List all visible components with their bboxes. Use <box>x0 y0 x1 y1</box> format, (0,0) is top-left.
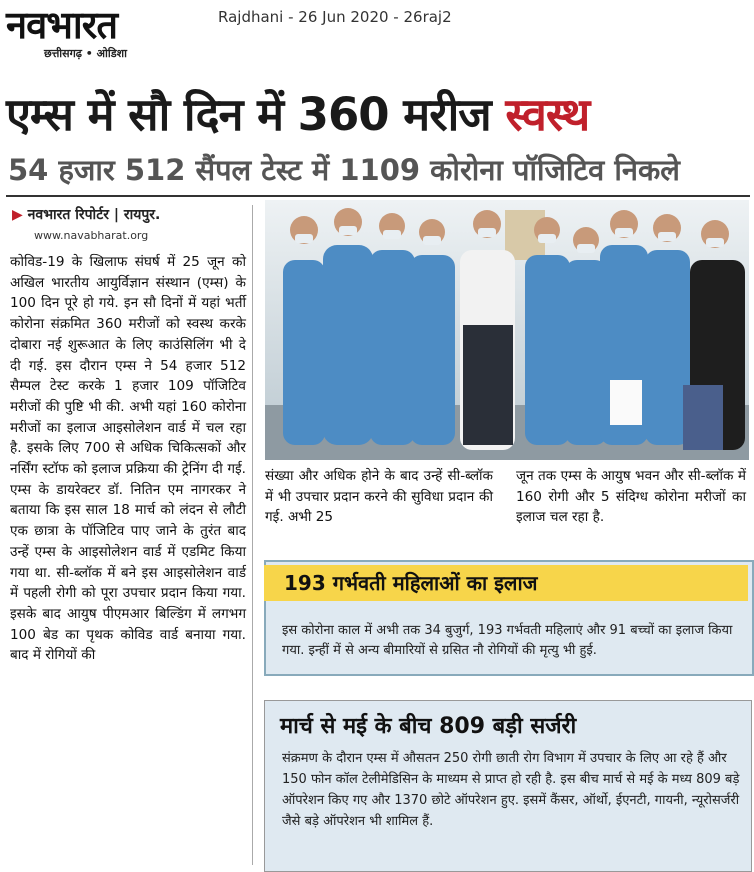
byline-reporter: नवभारत रिपोर्टर <box>27 207 109 223</box>
byline-city: रायपुर. <box>123 207 161 223</box>
headline-highlight: स्वस्थ <box>505 88 590 141</box>
divider <box>6 195 750 197</box>
sidebar-box-text: इस कोरोना काल में अभी तक 34 बुजुर्ग, 193 गर्भवती महिलाएं और 91 बच्चों का इलाज किया गया. इन्हीं में से अन्य बीमारियों से ग्रसित नौ रोगियों की मृत्यु भी हुई. <box>282 623 733 658</box>
article-column-2: संख्या और अधिक होने के बाद उन्हें सी-ब्लॉक में भी उपचार प्रदान करने की सुविधा प्रदान की गई. अभी 25 <box>265 468 493 526</box>
edition-meta: Rajdhani - 26 Jun 2020 - 26raj2 <box>218 8 452 26</box>
group-photo-illustration <box>265 200 749 460</box>
masthead <box>6 4 202 66</box>
group-photo <box>265 200 749 460</box>
byline: ▶ नवभारत रिपोर्टर | रायपुर. <box>12 207 161 223</box>
newspaper-logo: नवभारत <box>6 2 117 47</box>
byline-marker-icon: ▶ <box>12 207 23 223</box>
headline <box>6 80 750 150</box>
article-column-3: जून तक एम्स के आयुष भवन और सी-ब्लॉक में 160 रोगी और 5 संदिग्ध कोरोना मरीजों का इलाज चल रहा है. <box>516 468 746 526</box>
column-divider <box>252 205 253 865</box>
headline-main: एम्स में सौ दिन में 360 मरीज <box>6 88 491 141</box>
website-link[interactable]: www.navabharat.org <box>34 229 149 242</box>
sidebar-box-title: मार्च से मई के बीच 809 बड़ी सर्जरी <box>280 714 577 739</box>
sidebar-box-text: संक्रमण के दौरान एम्स में औसतन 250 रोगी छाती रोग विभाग में उपचार के लिए आ रहे हैं और 150 फोन कॉल टेलीमेडिसिन के माध्यम से प्राप्त हो रही है. इस बीच मार्च से मई के मध्य 809 बड़े ऑपरेशन किए गए और 1370 छोटे ऑपरेशन हुए. इसमें कैंसर, ऑर्थो, ईएनटी, गायनी, न्यूरोसर्जरी जैसे बड़े ऑपरेशन भी शामिल हैं. <box>282 751 740 829</box>
logo-regions: छत्तीसगढ़ • ओडिशा <box>44 47 127 60</box>
article-column-1: कोविड-19 के खिलाफ संघर्ष में 25 जून को अखिल भारतीय आयुर्विज्ञान संस्थान (एम्स) के 100 दिन पूरे हो गये. इन सौ दिनों में यहां भर्ती कोरोना संक्रमित 360 मरीजों को स्वस्थ करके दोबारा नई शुरूआत के लिए काउंसिलिंग भी दे दी गई. इस दौरान एम्स ने 54 हजार 512 सैम्पल टेस्ट करके 1 हजार 109 पॉजिटिव मरीजों की पुष्टि भी की. अभी यहां 160 कोरोना मरीजों का इलाज आइसोलेशन वार्ड में चल रहा है. इसके लिए 700 से अधिक चिकित्सकों और नर्सिंग स्टॉफ को इलाज प्रक्रिया की ट्रेनिंग दी गई. एम्स के डायरेक्टर डॉ. नितिन एम नागरकर ने बताया कि इस साल 18 मार्च को लंदन से लौटी एक छात्रा के पॉजिटिव पाए जाने के तुरंत बाद उन्हें एम्स के आइसोलेशन वार्ड में एडमिट किया गया था. सी-ब्लॉक में बने इस आइसोलेशन वार्ड में पहली रोगी को पूरा उपचार प्रदान किया गया. इसके बाद आयुष पीएमआर बिल्डिंग में लगभग 100 बेड का पृथक कोविड वार्ड बनाया गया. बाद में रोगियों की <box>10 254 246 664</box>
subheadline: 54 हजार 512 सैंपल टेस्ट में 1109 कोरोना पॉजिटिव निकले <box>8 153 680 187</box>
sidebar-box-title: 193 गर्भवती महिलाओं का इलाज <box>264 565 748 601</box>
